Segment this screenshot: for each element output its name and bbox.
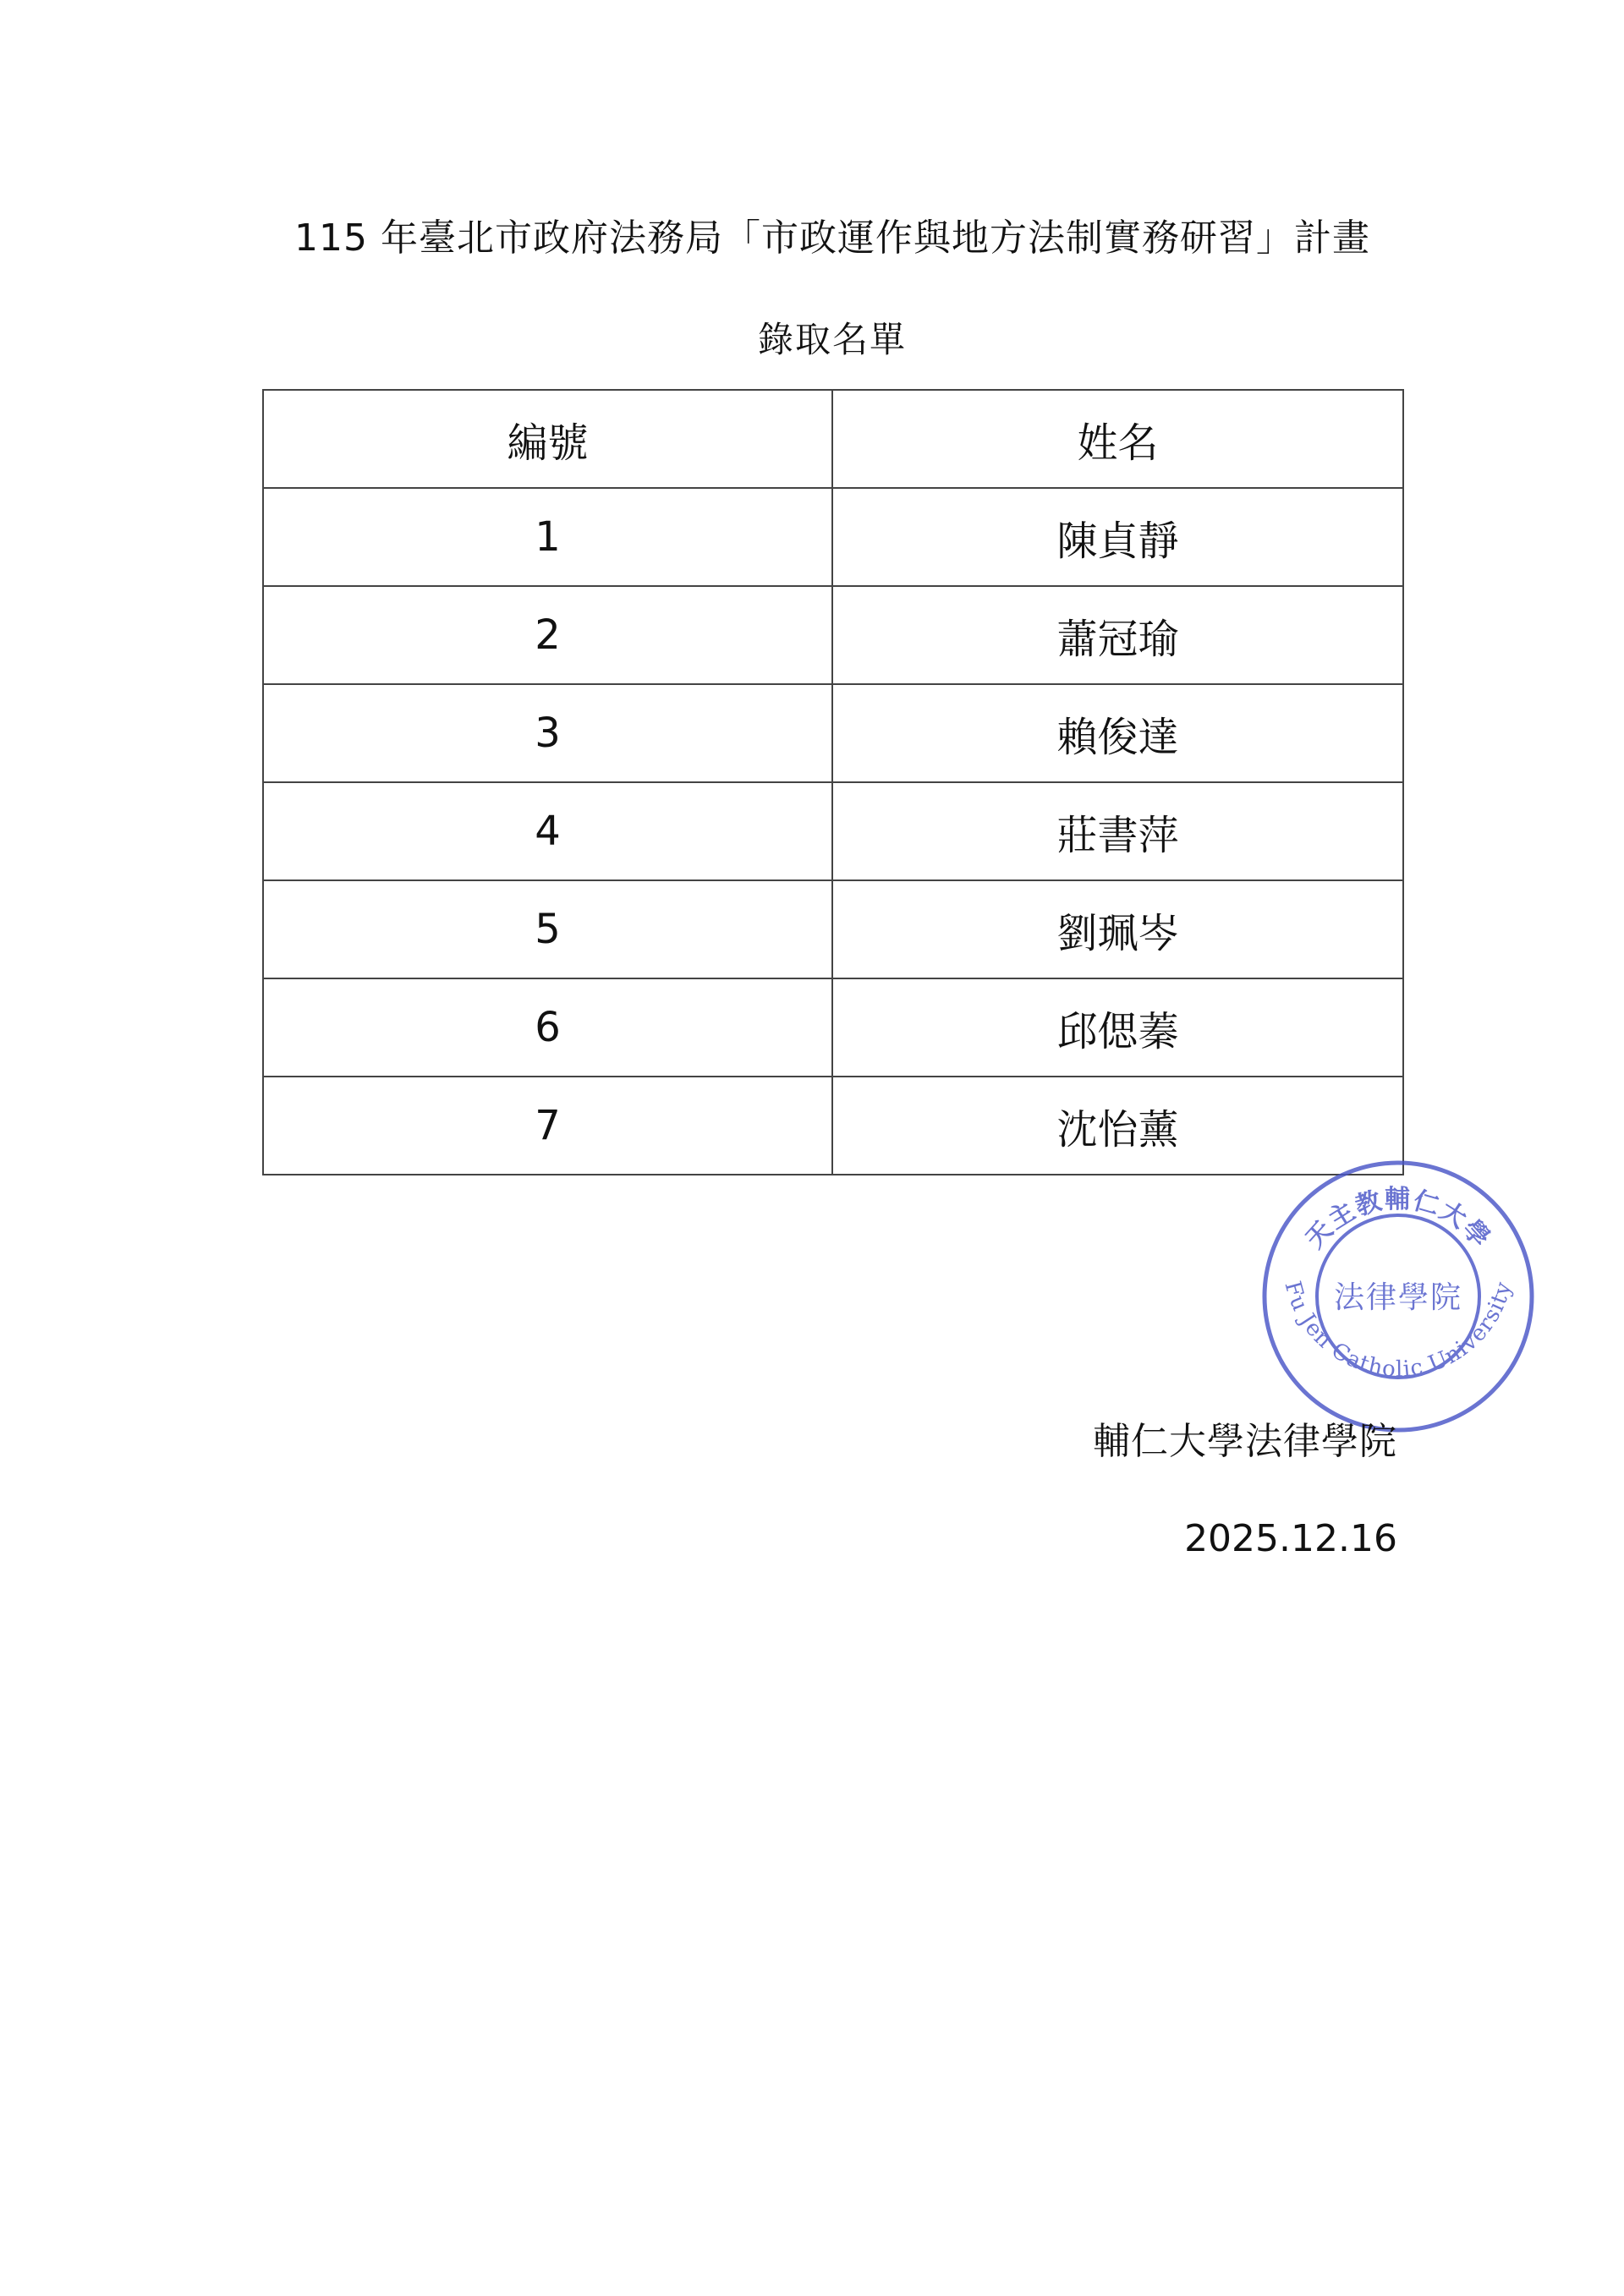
row-number: 1	[263, 488, 832, 586]
row-name: 莊書萍	[832, 782, 1403, 880]
row-number: 5	[263, 880, 832, 978]
header-name: 姓名	[832, 390, 1403, 488]
table-row	[263, 586, 1403, 684]
row-name: 蕭冠瑜	[832, 586, 1403, 684]
row-number: 3	[263, 684, 832, 782]
table-row	[263, 782, 1403, 880]
seal-outer-text-en: Fu Jen Catholic University	[1279, 1278, 1517, 1383]
row-name: 陳貞靜	[832, 488, 1403, 586]
table-header-row	[263, 390, 1403, 488]
issue-date: 2025.12.16	[1184, 1517, 1397, 1560]
table-row	[263, 1077, 1403, 1175]
row-name: 劉珮岑	[832, 880, 1403, 978]
document-title: 115 年臺北市政府法務局「市政運作與地方法制實務研習」計畫	[294, 216, 1370, 260]
table-row	[263, 978, 1403, 1077]
seal-center-text: 法律學院	[1333, 1280, 1463, 1315]
row-name: 沈怡薰	[832, 1077, 1403, 1175]
row-number: 2	[263, 586, 832, 684]
row-name: 賴俊達	[832, 684, 1403, 782]
document-subtitle: 錄取名單	[757, 319, 907, 360]
university-seal	[1259, 1157, 1538, 1436]
row-number: 6	[263, 978, 832, 1077]
table-row	[263, 684, 1403, 782]
row-number: 7	[263, 1077, 832, 1175]
issuer-signature: 輔仁大學法律學院	[1093, 1420, 1397, 1463]
row-number: 4	[263, 782, 832, 880]
table-row	[263, 488, 1403, 586]
admission-list-table	[262, 389, 1404, 1175]
row-name: 邱偲蓁	[832, 978, 1403, 1077]
header-number: 編號	[263, 390, 832, 488]
table-row	[263, 880, 1403, 978]
seal-outer-text-cn: 天主教輔仁大學	[1299, 1185, 1497, 1255]
